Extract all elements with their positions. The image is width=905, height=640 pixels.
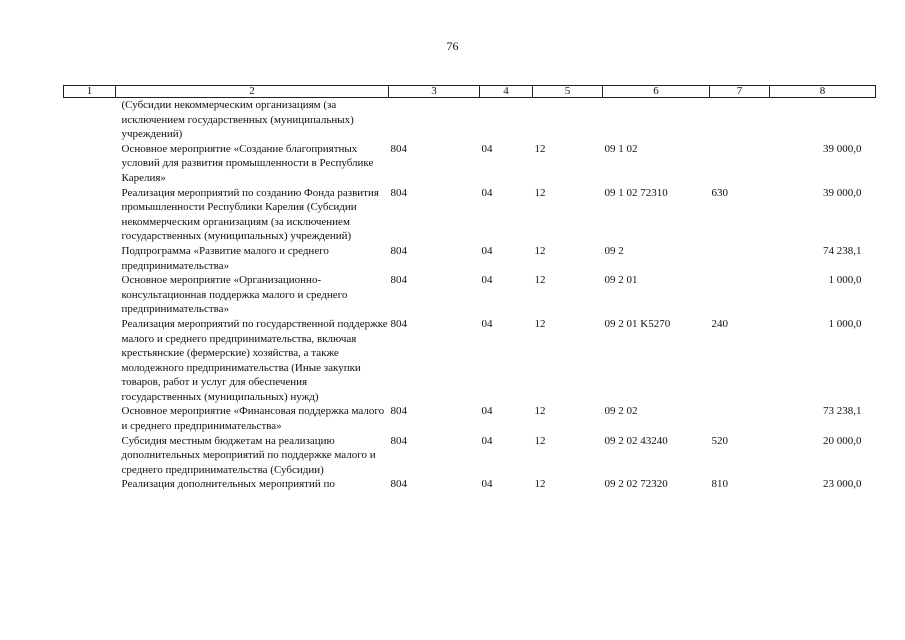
target-article-code: 09 1 02: [604, 142, 638, 155]
column-header-7: 7: [710, 86, 770, 98]
subsection-code: 12: [534, 142, 546, 155]
expense-type-code: 240: [711, 317, 728, 330]
table-row: [64, 317, 876, 405]
subsection-code: 12: [534, 274, 546, 287]
expense-type-code: [710, 404, 770, 433]
item-name: Подпрограмма «Развитие малого и среднего предпринимательства»: [121, 244, 329, 272]
target-article-code: 09 2: [604, 244, 624, 257]
target-article-code: [603, 98, 710, 142]
section-code: 04: [481, 142, 493, 155]
row-number-cell: [64, 404, 116, 433]
amount: 1 000,0: [828, 317, 862, 330]
section-code: 04: [481, 186, 493, 199]
column-header-8: 8: [770, 86, 876, 98]
ministry-code: 804: [390, 142, 407, 155]
item-name: Основное мероприятие «Финансовая поддержка малого и среднего предпринимательства»: [121, 405, 385, 433]
amount: 1 000,0: [828, 274, 862, 287]
row-number-cell: [64, 142, 116, 186]
column-header-5: 5: [533, 86, 603, 98]
amount: 39 000,0: [823, 186, 862, 199]
section-code: 04: [481, 317, 493, 330]
subsection-code: 12: [534, 317, 546, 330]
budget-table: [63, 85, 876, 492]
expense-type-code: [710, 142, 770, 186]
amount: 74 238,1: [823, 244, 862, 257]
table-row: [64, 404, 876, 433]
table-row: [64, 273, 876, 317]
row-number-cell: [64, 186, 116, 244]
ministry-code: 804: [390, 186, 407, 199]
row-number-cell: [64, 477, 116, 492]
section-code: 04: [481, 478, 493, 491]
table-row: [64, 186, 876, 244]
row-number-cell: [64, 98, 116, 142]
ministry-code: 804: [390, 244, 407, 257]
amount: 23 000,0: [823, 478, 862, 491]
item-name: Реализация дополнительных мероприятий по: [121, 478, 335, 491]
expense-type-code: 810: [711, 478, 728, 491]
item-name: Основное мероприятие «Создание благоприятных условий для развития промышленности в Республике Карелия»: [121, 142, 374, 184]
column-header-6: 6: [603, 86, 710, 98]
expense-type-code: 630: [711, 186, 728, 199]
ministry-code: 804: [390, 405, 407, 418]
column-header-1: 1: [64, 86, 116, 98]
column-header-3: 3: [389, 86, 480, 98]
subsection-code: 12: [534, 478, 546, 491]
expense-type-code: [710, 98, 770, 142]
section-code: 04: [481, 434, 493, 447]
amount: 73 238,1: [823, 405, 862, 418]
target-article-code: 09 2 01 K5270: [604, 317, 671, 330]
expense-type-code: [710, 244, 770, 273]
ministry-code: 804: [390, 317, 407, 330]
amount: 20 000,0: [823, 434, 862, 447]
target-article-code: 09 2 02 43240: [604, 434, 668, 447]
column-header-4: 4: [480, 86, 533, 98]
table-row: [64, 244, 876, 273]
subsection-code: 12: [534, 434, 546, 447]
section-code: 04: [481, 405, 493, 418]
ministry-code: 804: [390, 434, 407, 447]
column-header-2: 2: [116, 86, 389, 98]
expense-type-code: 520: [711, 434, 728, 447]
amount: [770, 98, 876, 142]
subsection-code: [533, 98, 603, 142]
section-code: 04: [481, 244, 493, 257]
ministry-code: [389, 98, 480, 142]
amount: 39 000,0: [823, 142, 862, 155]
ministry-code: 804: [390, 478, 407, 491]
item-name: Реализация мероприятий по созданию Фонда развития промышленности Республики Карелия (Субсидии некоммерческим организациям (за исключением государственных (муниципальных) учреждений): [121, 186, 379, 243]
subsection-code: 12: [534, 405, 546, 418]
table-row: [64, 98, 876, 142]
item-name: (Субсидии некоммерческим организациям (за исключением государственных (муниципальных) учреждений): [121, 99, 354, 141]
item-name: Субсидия местным бюджетам на реализацию дополнительных мероприятий по поддержке малого и среднего предпринимательства (Субсидии): [121, 434, 376, 476]
row-number-cell: [64, 317, 116, 405]
page-number: 76: [446, 39, 459, 53]
table-row: [64, 434, 876, 478]
target-article-code: 09 1 02 72310: [604, 186, 668, 199]
item-name: Основное мероприятие «Организационно-консультационная поддержка малого и среднего предпринимательства»: [121, 274, 348, 316]
subsection-code: 12: [534, 244, 546, 257]
row-number-cell: [64, 244, 116, 273]
subsection-code: 12: [534, 186, 546, 199]
header-row: [64, 86, 876, 98]
table-row: [64, 477, 876, 492]
row-number-cell: [64, 273, 116, 317]
target-article-code: 09 2 02 72320: [604, 478, 668, 491]
section-code: 04: [481, 274, 493, 287]
table-row: [64, 142, 876, 186]
target-article-code: 09 2 01: [604, 274, 638, 287]
expense-type-code: [710, 273, 770, 317]
ministry-code: 804: [390, 274, 407, 287]
target-article-code: 09 2 02: [604, 405, 638, 418]
row-number-cell: [64, 434, 116, 478]
section-code: [480, 98, 533, 142]
item-name: Реализация мероприятий по государственной поддержке малого и среднего предпринимательства, включая крестьянские (фермерские) хозяйства, а также молодежного предпринимательства (Иные закупки товаров, работ и услуг для обеспечения государственных (муниципальных) нужд): [121, 317, 388, 403]
